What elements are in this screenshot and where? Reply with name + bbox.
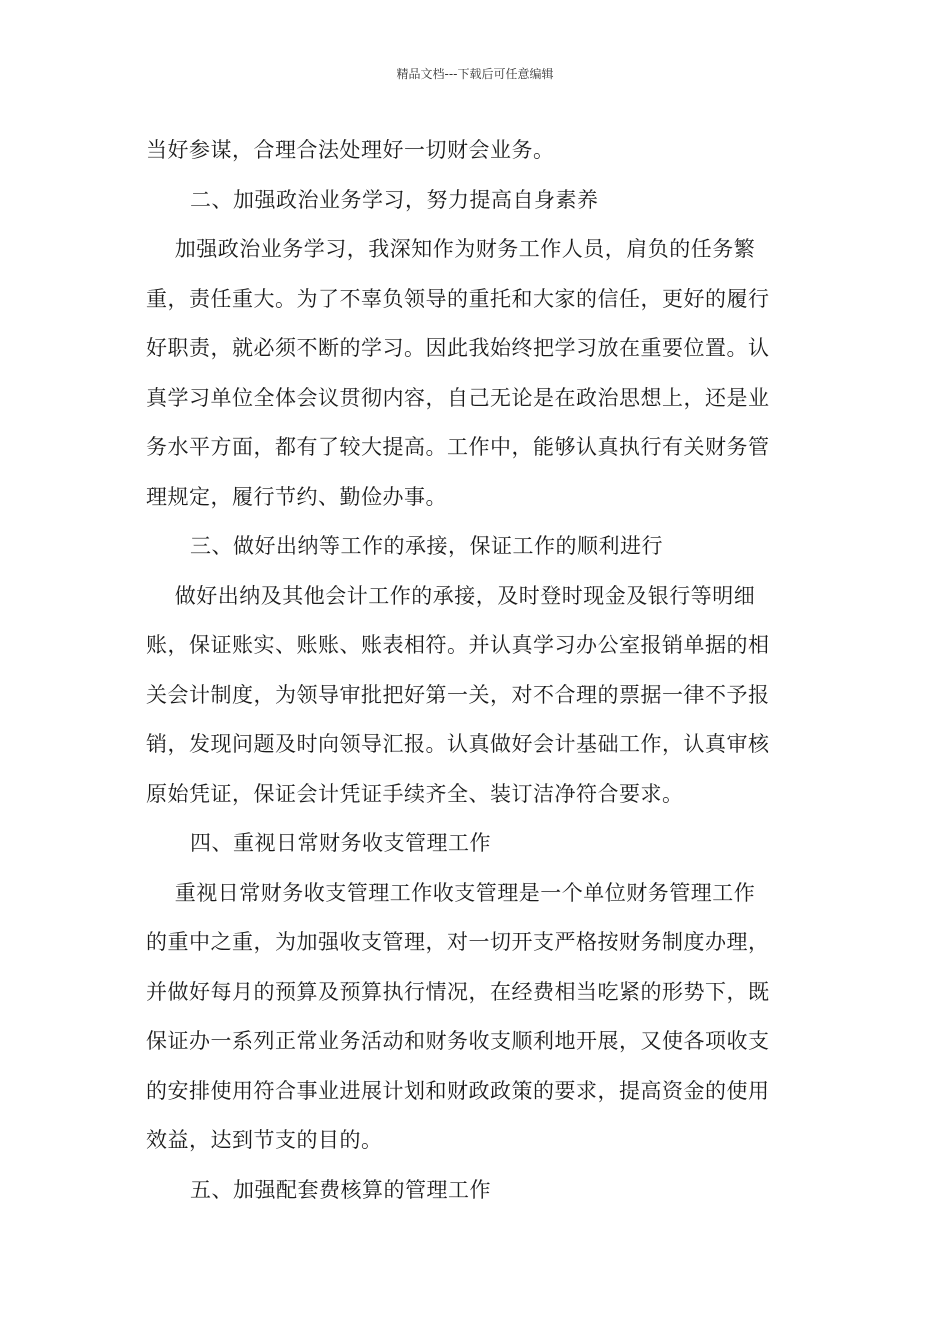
body-line: 并做好每月的预算及预算执行情况，在经费相当吃紧的形势下，既: [146, 979, 770, 1004]
body-line: 做好出纳及其他会计工作的承接，及时登时现金及银行等明细: [146, 583, 756, 608]
body-line: 好职责，就必须不断的学习。因此我始终把学习放在重要位置。认: [146, 336, 770, 360]
body-line: 关会计制度，为领导审批把好第一关，对不合理的票据一律不予报: [146, 682, 770, 707]
body-line: 的安排使用符合事业进展计划和财政政策的要求，提高资金的使用: [146, 1078, 770, 1103]
section-heading-3: 三、做好出纳等工作的承接，保证工作的顺利进行: [190, 534, 663, 558]
body-line: 务水平方面，都有了较大提高。工作中，能够认真执行有关财务管: [146, 435, 770, 459]
body-line: 理规定，履行节约、勤俭办事。: [146, 484, 447, 509]
document-body: [146, 126, 808, 1215]
body-line: 重，责任重大。为了不辜负领导的重托和大家的信任，更好的履行: [146, 286, 770, 311]
body-line: 当好参谋，合理合法处理好一切财会业务。: [146, 138, 555, 162]
body-line: 真学习单位全体会议贯彻内容，自己无论是在政治思想上，还是业: [146, 385, 770, 410]
section-heading-5: 五、加强配套费核算的管理工作: [190, 1177, 491, 1202]
section-heading-4: 四、重视日常财务收支管理工作: [190, 831, 491, 855]
page-header: 精品文档---下载后可任意编辑: [396, 67, 554, 81]
body-line: 重视日常财务收支管理工作收支管理是一个单位财务管理工作: [146, 880, 756, 905]
body-line: 账，保证账实、账账、账表相符。并认真学习办公室报销单据的相: [146, 633, 770, 657]
body-line: 保证办一系列正常业务活动和财务收支顺利地开展，又使各项收支: [146, 1029, 770, 1053]
body-line: 销，发现问题及时向领导汇报。认真做好会计基础工作，认真审核: [146, 732, 770, 756]
section-heading-2: 二、加强政治业务学习，努力提高自身素养: [190, 187, 599, 212]
body-line: 原始凭证，保证会计凭证手续齐全、装订洁净符合要求。: [146, 781, 684, 806]
body-line: 加强政治业务学习，我深知作为财务工作人员，肩负的任务繁: [146, 237, 756, 261]
body-line: 的重中之重，为加强收支管理，对一切开支严格按财务制度办理，: [146, 930, 770, 954]
body-line: 效益，达到节支的目的。: [146, 1128, 383, 1152]
